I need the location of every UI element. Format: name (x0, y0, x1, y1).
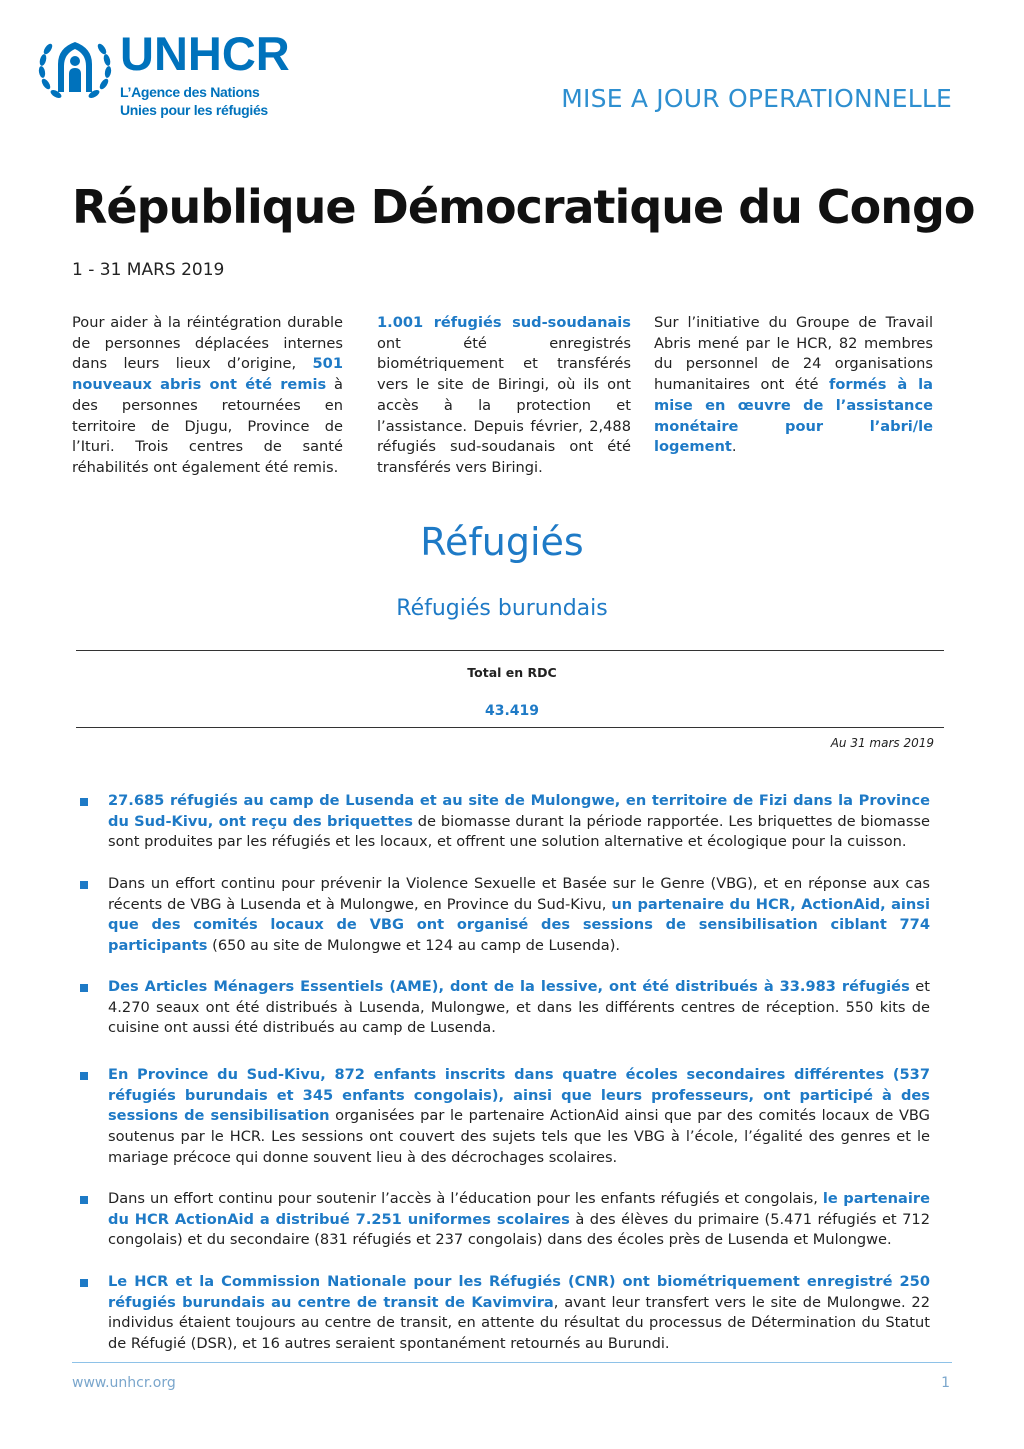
highlight-emphasis: 501 nouveaux abris ont été remis (72, 355, 343, 394)
as-of-date: Au 31 mars 2019 (830, 736, 934, 750)
bullet-rest: de biomasse durant la période rapportée. Les briquettes de biomasse sont produites par les réfugiés et les locaux, et offrent une solution alternative et écologique pour la cuisson. (108, 812, 930, 851)
unhcr-emblem-icon (36, 34, 114, 104)
highlight-emphasis: 1.001 réfugiés sud-soudanais (377, 314, 631, 331)
section-subtitle: Réfugiés burundais (396, 596, 608, 621)
total-label: Total en RDC (467, 665, 557, 680)
page-title: République Démocratique du Congo (72, 180, 975, 234)
highlight-text: à des personnes retournées en territoire de Djugu, Province de l’Ituri. Trois centres de santé réhabilités ont également été remis. (72, 376, 343, 476)
highlight-text: ont été enregistrés biométriquement et transférés vers le site de Biringi, où ils ont accès à la protection et l’assistance. Depuis février, 2,488 réfugiés sud-soudanais ont été transférés vers Biringi. (377, 334, 631, 476)
highlight-text: . (731, 438, 737, 456)
total-value: 43.419 (484, 703, 540, 719)
bullet-text (108, 977, 930, 1039)
highlight-column-1 (72, 313, 343, 479)
bullet-lead: Dans un effort continu pour soutenir l’accès à l’éducation pour les enfants réfugiés et congolais, (108, 1190, 823, 1207)
bullet-square-icon (80, 1196, 88, 1204)
table-bottom-rule (76, 727, 944, 728)
logo-tagline-line-2: Unies pour les réfugiés (120, 102, 268, 118)
bullet-text (108, 1272, 930, 1355)
bullet-text (108, 1065, 930, 1169)
footer-website-link[interactable]: www.unhcr.org (72, 1375, 176, 1391)
bullet-rest: (650 au site de Mulongwe et 124 au camp de Lusenda). (207, 937, 621, 955)
bullet-emphasis: Des Articles Ménagers Essentiels (AME), dont de la lessive, ont été distribués à 33.983 réfugiés (108, 978, 910, 995)
bullet-text (108, 874, 930, 957)
bullet-emphasis: 27.685 réfugiés au camp de Lusenda et au site de Mulongwe, en territoire de Fizi dans la Province du Sud-Kivu, ont reçu des briquettes (108, 792, 930, 830)
update-label: MISE A JOUR OPERATIONNELLE (561, 84, 952, 113)
bullet-square-icon (80, 881, 88, 889)
table-top-rule (76, 650, 944, 651)
highlight-column-3 (654, 313, 933, 458)
bullet-square-icon (80, 798, 88, 806)
footer-rule (72, 1362, 952, 1363)
bullet-square-icon (80, 1279, 88, 1287)
bullet-square-icon (80, 984, 88, 992)
highlight-column-2 (377, 313, 631, 479)
bullet-rest: organisées par le partenaire ActionAid ainsi que par des comités locaux de VBG soutenus par le HCR. Les sessions ont couvert des sujets tels que les VBG à l’école, l’égalité des genres et le mariage précoce qui donne souvent lieu à des décrochages scolaires. (108, 1107, 930, 1166)
bullet-square-icon (80, 1072, 88, 1080)
bullet-emphasis: le partenaire du HCR ActionAid a distribué 7.251 uniformes scolaires (108, 1190, 930, 1228)
bullet-lead: Dans un effort continu pour prévenir la Violence Sexuelle et Basée sur le Genre (VBG), et en réponse aux cas récents de VBG à Lusenda et à Mulongwe, en Province du Sud-Kivu, (108, 875, 930, 913)
bullet-rest: et 4.270 seaux ont été distribués à Lusenda, Mulongwe, et dans les différents centres de réception. 550 kits de cuisine ont aussi été distribués au camp de Lusenda. (108, 978, 930, 1037)
highlight-text: Pour aider à la réintégration durable de personnes déplacées internes dans leurs lieux d’origine, (72, 314, 343, 373)
bullet-text (108, 791, 930, 853)
logo-name: UNHCR (120, 27, 290, 80)
bullet-rest: , avant leur transfert vers le site de Mulongwe. 22 individus étaient toujours au centre de transit, en attente du résultat du processus de Détermination du Statut de Réfugié (DSR), et 16 autres seraient spontanément retournés au Burundi. (108, 1293, 930, 1353)
highlight-text: Sur l’initiative du Groupe de Travail Abris mené par le HCR, 82 membres du personnel de 24 organisations humanitaires ont été (654, 314, 933, 394)
bullet-text (108, 1189, 930, 1251)
bullet-emphasis: Le HCR et la Commission Nationale pour les Réfugiés (CNR) ont biométriquement enregistré 250 réfugiés burundais au centre de transit de Kavimvira (108, 1273, 930, 1311)
logo-tagline-line-1: L’Agence des Nations (120, 84, 260, 100)
report-date: 1 - 31 MARS 2019 (72, 260, 225, 280)
unhcr-logo (36, 27, 326, 127)
page-number: 1 (941, 1375, 950, 1391)
bullet-emphasis: un partenaire du HCR, ActionAid, ainsi que des comités locaux de VBG ont organisé des sessions de sensibilisation ciblant 774 participants (108, 895, 930, 955)
logo-tagline (120, 83, 268, 119)
highlight-emphasis: formés à la mise en œuvre de l’assistance monétaire pour l’abri/le logement (654, 376, 933, 456)
section-title: Réfugiés (420, 520, 584, 564)
bullet-rest: à des élèves du primaire (5.471 réfugiés et 712 congolais) et du secondaire (831 réfugiés et 237 congolais) dans des écoles près de Lusenda et Mulongwe. (108, 1210, 930, 1249)
bullet-emphasis: En Province du Sud-Kivu, 872 enfants inscrits dans quatre écoles secondaires différentes (537 réfugiés burundais et 345 enfants congolais), ainsi que leurs professeurs, ont participé à des sessions de sensibilisation (108, 1066, 930, 1125)
